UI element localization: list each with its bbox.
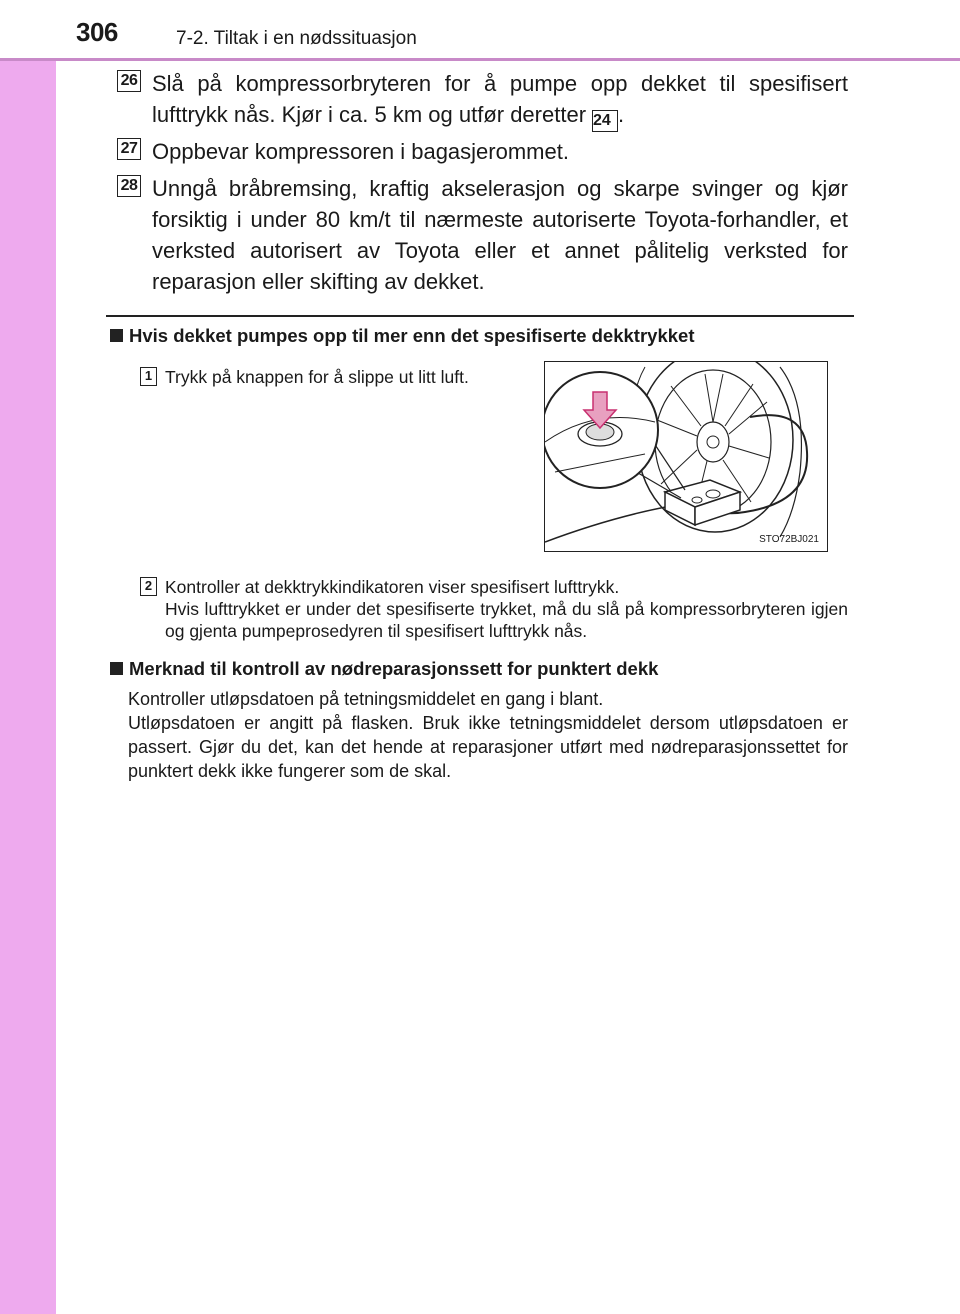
overinflation-heading-text: Hvis dekket pumpes opp til mer enn det spesifiserte dekktrykket bbox=[129, 325, 695, 346]
step-badge-27: 27 bbox=[117, 138, 141, 160]
note-heading bbox=[110, 658, 658, 680]
note-rest: Utløpsdatoen er angitt på flasken. Bruk ikke tetningsmiddelet dersom utløpsdatoen er passert. Gjør du det, kan det hende at reparasjoner utført med nødreparasjonssettet for punktert dekk ikke fungerer som de skal. bbox=[128, 713, 848, 781]
section-title: 7-2. Tiltak i en nødssituasjon bbox=[176, 28, 417, 49]
tire-compressor-drawing bbox=[545, 362, 826, 550]
item-2-text bbox=[165, 576, 848, 642]
step-28-text: Unngå bråbremsing, kraftig akselerasjon og skarpe svinger og kjør forsiktig i under 80 km/t til nærmeste autoriserte Toyota-forhandler, et verksted autorisert av Toyota eller et annet pålitelig verksted for reparasjon eller skifting av dekket. bbox=[152, 176, 848, 294]
item-badge-2: 2 bbox=[140, 577, 157, 596]
item-1-text: Trykk på knappen for å slippe ut litt luft. bbox=[165, 367, 469, 387]
header-rule bbox=[0, 58, 960, 61]
step-ref-badge-24: 24 bbox=[592, 110, 618, 132]
item-badge-1: 1 bbox=[140, 367, 157, 386]
item-2-rest: Hvis lufttrykket er under det spesifiserte trykket, må du slå på kompressorbryteren igjen og gjenta pumpeprosedyren til spesifisert lufttrykk nås. bbox=[165, 599, 848, 641]
note-line1: Kontroller utløpsdatoen på tetningsmiddelet en gang i blant. bbox=[128, 689, 604, 709]
section-divider bbox=[106, 315, 854, 317]
note-heading-text: Merknad til kontroll av nødreparasjonssett for punktert dekk bbox=[129, 658, 659, 679]
square-bullet-icon bbox=[110, 662, 123, 675]
item-2-line1: Kontroller at dekktrykkindikatoren viser spesifisert lufttrykk. bbox=[165, 577, 620, 597]
compressor-illustration bbox=[544, 361, 828, 552]
page-number: 306 bbox=[76, 17, 118, 47]
step-27-text: Oppbevar kompressoren i bagasjerommet. bbox=[152, 139, 569, 164]
step-badge-26: 26 bbox=[117, 70, 141, 92]
figure-code: STO72BJ021 bbox=[759, 534, 819, 545]
step-26-body: Slå på kompressorbryteren for å pumpe opp dekket til spesifisert lufttrykk nås. Kjør i ca. 5 km og utfør deretter bbox=[152, 71, 848, 127]
page-header bbox=[0, 0, 960, 58]
note-body bbox=[128, 687, 848, 783]
overinflation-heading bbox=[110, 325, 694, 347]
step-26-tail: . bbox=[618, 102, 625, 127]
step-26-text bbox=[152, 68, 848, 132]
square-bullet-icon bbox=[110, 329, 123, 342]
step-badge-28: 28 bbox=[117, 175, 141, 197]
side-tab-strip bbox=[0, 0, 56, 1314]
